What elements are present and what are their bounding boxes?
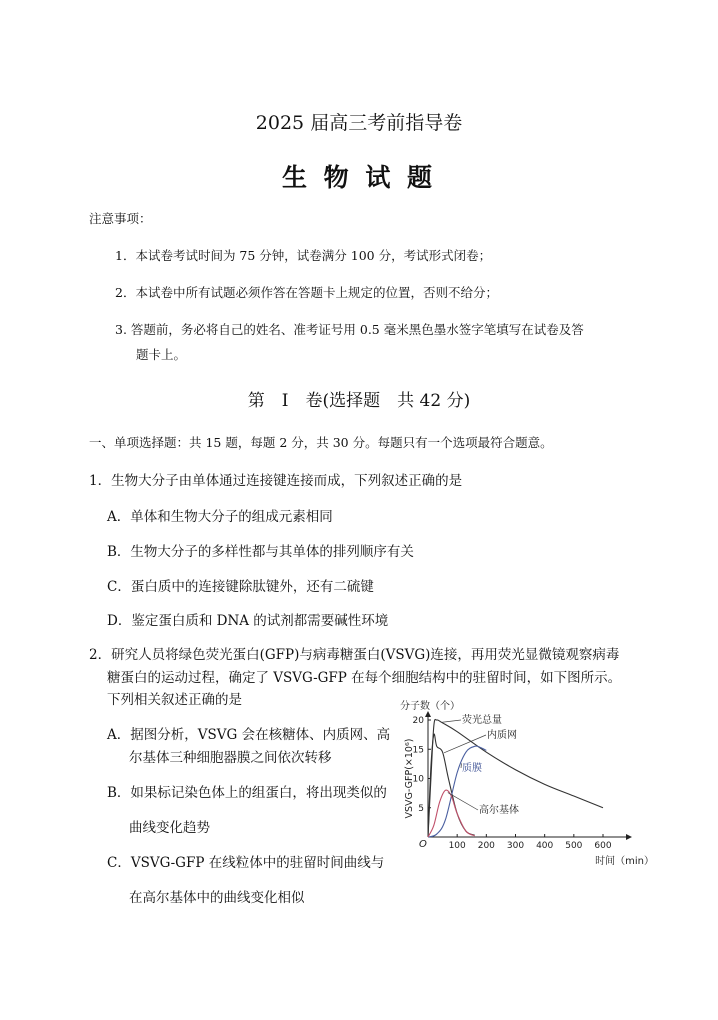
section-instruction: 一、单项选择题：共 15 题，每题 2 分，共 30 分。每题只有一个选项最符合题意。 xyxy=(89,435,553,450)
series-line-golgi xyxy=(428,790,475,837)
q2-option-b: B．如果标记染色体上的组蛋白，将出现类似的 xyxy=(107,785,387,801)
series-label-golgi: 高尔基体 xyxy=(479,805,519,816)
note-item-3-cont: 题卡上。 xyxy=(136,347,187,362)
y-tick-label: 5 xyxy=(418,803,424,814)
q2-stem-line3: 下列相关叙述正确的是 xyxy=(107,692,242,708)
x-axis-label: 时间（min） xyxy=(595,856,654,867)
y-tick-label: 15 xyxy=(412,745,424,756)
series-label-plasma-membrane: 质膜 xyxy=(462,763,482,774)
vsvg-gfp-chart xyxy=(398,700,656,872)
q1-stem: 1．生物大分子由单体通过连接键连接而成，下列叙述正确的是 xyxy=(89,473,463,489)
x-tick-label: 100 xyxy=(448,841,466,851)
q2-option-a-cont: 尔基体三种细胞器膜之间依次转移 xyxy=(129,750,332,766)
x-tick-label: 600 xyxy=(594,841,612,851)
exam-title: 2025 届高三考前指导卷 xyxy=(255,112,463,134)
leader-line-total-fluorescence xyxy=(441,720,461,722)
q1-option-c: C．蛋白质中的连接键除肽键外，还有二硫键 xyxy=(107,579,374,595)
note-item-3: 3. 答题前，务必将自己的姓名、准考证号用 0.5 毫米黑色墨水签字笔填写在试卷及答 xyxy=(115,322,584,337)
q2-option-b-cont: 曲线变化趋势 xyxy=(129,820,210,836)
x-tick-label: 200 xyxy=(477,841,495,851)
x-tick-label: 400 xyxy=(536,841,554,851)
note-item-2: 2．本试卷中所有试题必须作答在答题卡上规定的位置，否则不给分； xyxy=(115,285,498,300)
origin-label: O xyxy=(419,839,427,850)
subject-title: 生 物 试 题 xyxy=(281,163,437,192)
q2-option-a: A．据图分析，VSVG 会在核糖体、内质网、高 xyxy=(107,727,391,743)
notes-heading: 注意事项： xyxy=(89,211,152,226)
q2-option-c: C．VSVG-GFP 在线粒体中的驻留时间曲线与 xyxy=(107,855,385,871)
y-tick-label: 20 xyxy=(412,716,424,726)
q2-option-c-cont: 在高尔基体中的曲线变化相似 xyxy=(129,890,305,906)
section-title: 第 I 卷(选择题 共 42 分) xyxy=(247,391,471,411)
q2-stem-line2: 糖蛋白的运动过程，确定了 VSVG-GFP 在每个细胞结构中的驻留时间，如下图所示。 xyxy=(107,670,622,686)
series-label-er: 内质网 xyxy=(487,730,517,741)
y-axis-label: VSVG-GFP(×10⁶) xyxy=(404,738,415,819)
x-axis-arrow xyxy=(626,834,632,840)
y-tick-label: 10 xyxy=(412,774,424,785)
note-item-1: 1．本试卷考试时间为 75 分钟，试卷满分 100 分，考试形式闭卷； xyxy=(115,248,492,263)
chart-title: 分子数（个） xyxy=(400,701,460,712)
x-tick-label: 500 xyxy=(565,841,583,851)
q1-option-a: A．单体和生物大分子的组成元素相同 xyxy=(107,509,333,525)
series-label-total-fluorescence: 荧光总量 xyxy=(462,715,502,726)
series-line-plasma-membrane xyxy=(428,746,486,837)
x-tick-label: 300 xyxy=(506,841,525,851)
q1-option-b: B．生物大分子的多样性都与其单体的排列顺序有关 xyxy=(107,544,414,560)
leader-line-golgi xyxy=(448,793,478,810)
q2-stem-line1: 2．研究人员将绿色荧光蛋白(GFP)与病毒糖蛋白(VSVG)连接，再用荧光显微镜观察病毒 xyxy=(89,647,620,663)
q1-option-d: D．鉴定蛋白质和 DNA 的试剂都需要碱性环境 xyxy=(107,613,389,629)
